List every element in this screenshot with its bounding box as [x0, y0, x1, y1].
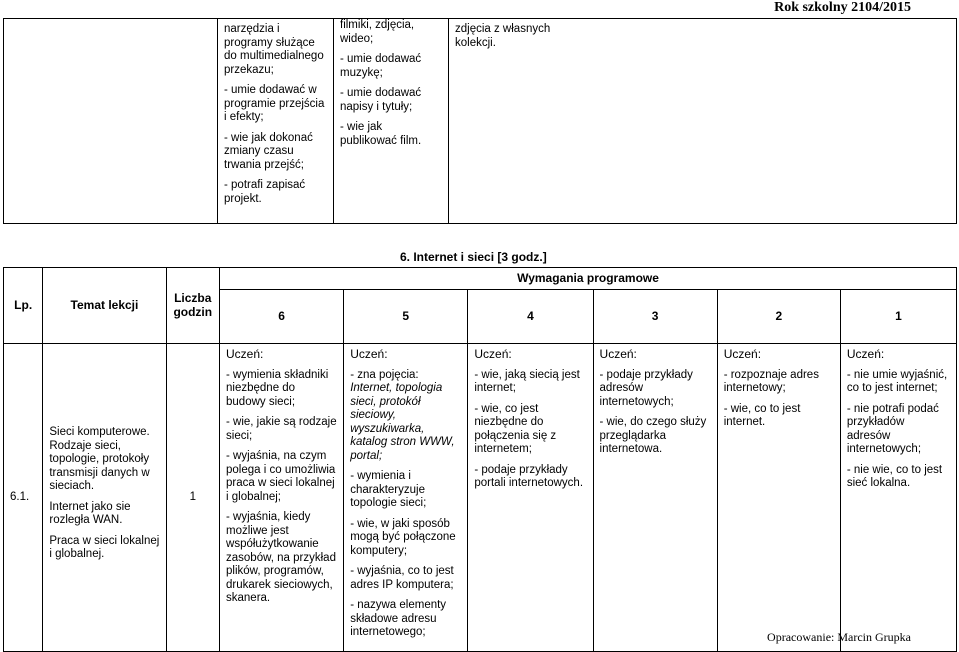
- row-grade-2: [717, 344, 840, 652]
- g4-line: - wie, jaką siecią jest internet;: [474, 368, 580, 394]
- row-temat: [43, 344, 166, 652]
- g2-line: - wie, co to jest internet.: [723, 402, 801, 428]
- top-cell-empty: [4, 19, 218, 224]
- g6-line: - wyjaśnia, na czym polega i co umożliwia praca w sieci lokalnej i globalnej;: [226, 450, 336, 503]
- g1-line: - nie potrafi podać przykładów adresów internetowych;: [846, 402, 939, 455]
- row-lp: [4, 344, 43, 652]
- temat-line: Sieci komputerowe. Rodzaje sieci, topologie, protokoły transmisji danych w sieciach.: [49, 426, 150, 492]
- top-cell-3: [449, 19, 957, 224]
- top-col3-line: zdjęcia z własnych kolekcji.: [455, 23, 551, 49]
- top-col1-line: - umie dodawać w programie przejścia i efekty;: [224, 84, 325, 123]
- g4-line: - wie, co jest niezbędne do połączenia się z internetem;: [474, 402, 557, 455]
- temat-line: Praca w sieci lokalnej i globalnej.: [49, 534, 160, 560]
- uczen-label: Uczeń:: [846, 347, 885, 361]
- uczen-label: Uczeń:: [599, 347, 637, 361]
- grade-2: 2: [717, 290, 840, 344]
- uczen-label: Uczeń:: [226, 347, 264, 361]
- g5-line: - wymienia i charakteryzuje topologie sieci;: [350, 470, 427, 509]
- top-col1-line: - wie jak dokonać zmiany czasu trwania przejść;: [224, 131, 313, 171]
- uczen-label: Uczeń:: [474, 347, 512, 361]
- row-lp-text: 6.1.: [10, 490, 30, 503]
- top-cell-1: [218, 19, 334, 224]
- g3-line: - wie, do czego służy przeglądarka internetowa.: [599, 416, 707, 455]
- grade-5: 5: [344, 290, 468, 344]
- g5-concepts-italic: Internet, topologia sieci, protokół sieciowy, wyszukiwarka, katalog stron WWW, portal;: [350, 382, 455, 462]
- row-grade-1: [840, 344, 956, 652]
- row-grade-4: [468, 344, 593, 652]
- school-year-header: Rok szkolny 2104/2015: [774, 0, 911, 15]
- uczen-label: Uczeń:: [723, 347, 762, 361]
- g6-line: - wie, jakie są rodzaje sieci;: [226, 416, 337, 442]
- g1-line: - nie wie, co to jest sieć lokalna.: [846, 463, 943, 489]
- top-col1-line: - potrafi zapisać projekt.: [224, 179, 306, 205]
- g1-line: - nie umie wyjaśnić, co to jest internet;: [846, 368, 948, 394]
- section-title: 6. Internet i sieci [3 godz.]: [400, 250, 547, 264]
- top-continuation-table: [3, 18, 957, 224]
- top-col2-line: - wie jak publikować film.: [340, 121, 422, 147]
- header-wymagania: Wymagania programowe: [220, 268, 957, 290]
- top-col2-line: - umie dodawać muzykę;: [340, 53, 422, 79]
- grade-3: 3: [593, 290, 717, 344]
- header-lp: Lp.: [4, 268, 43, 344]
- g5-line: - nazywa elementy składowe adresu internetowego;: [350, 599, 447, 638]
- g2-line: - rozpoznaje adres internetowy;: [723, 368, 819, 394]
- g6-line: - wymienia składniki niezbędne do budowy sieci;: [226, 368, 329, 408]
- grade-4: 4: [468, 290, 593, 344]
- row-grade-3: [593, 344, 717, 652]
- g5-concepts: [350, 369, 461, 464]
- header-liczba-godzin: Liczba godzin: [166, 268, 220, 344]
- temat-line: Internet jako sie rozległa WAN.: [49, 500, 131, 526]
- requirements-table: [3, 267, 957, 652]
- grade-6: 6: [220, 290, 344, 344]
- uczen-label: Uczeń:: [350, 347, 388, 361]
- top-col2-line: filmiki, zdjęcia, wideo;: [340, 19, 415, 45]
- row-hours: 1: [166, 344, 220, 652]
- g5-line: - wyjaśnia, co to jest adres IP komputera;: [350, 565, 454, 591]
- row-grade-6: [220, 344, 344, 652]
- grade-1: 1: [840, 290, 956, 344]
- author-footer: Opracowanie: Marcin Grupka: [767, 630, 911, 644]
- g6-line: - wyjaśnia, kiedy możliwe jest współużytkowanie zasobów, na przykład plików, programów, drukarek sieciowych, skanera.: [226, 511, 336, 604]
- row-grade-5: [344, 344, 468, 652]
- top-cell-2: [334, 19, 449, 224]
- g4-line: - podaje przykłady portali internetowych.: [474, 463, 584, 489]
- top-col2-line: - umie dodawać napisy i tytuły;: [340, 87, 422, 113]
- g5-line: - wie, w jaki sposób mogą być połączone komputery;: [350, 517, 456, 557]
- g5-concepts-prefix: - zna pojęcia:: [350, 368, 419, 381]
- top-col1-line: narzędzia i programy służące do multimedialnego przekazu;: [224, 23, 324, 76]
- g3-line: - podaje przykłady adresów internetowych;: [599, 368, 693, 408]
- header-temat: Temat lekcji: [43, 268, 166, 344]
